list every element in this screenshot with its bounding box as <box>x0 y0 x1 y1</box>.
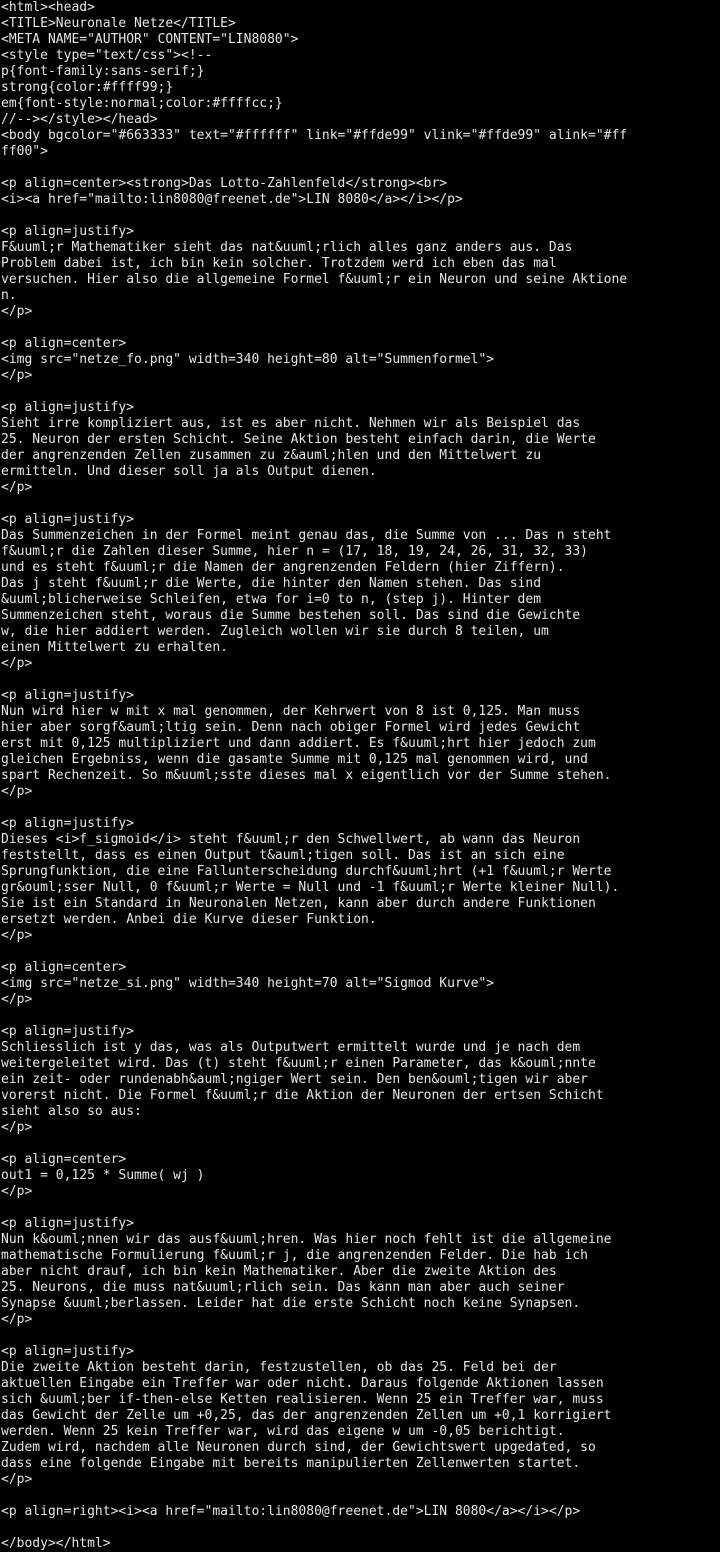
text-line: sieht also so aus: <box>1 1104 142 1119</box>
text-line: <img src="netze_fo.png" width=340 height=80 alt="Summenformel"> <box>1 352 495 367</box>
text-line: <META NAME="AUTHOR" CONTENT="LIN8080"> <box>1 32 299 47</box>
text-line: erst mit 0,125 multipliziert und dann addiert. Es f&uuml;hrt hier jedoch zum <box>1 736 596 751</box>
text-line: em{font-style:normal;color:#ffffcc;} <box>1 96 283 111</box>
text-line: werden. Wenn 25 kein Treffer war, wird das eigene w um -0,05 berichtigt. <box>1 1424 565 1439</box>
text-line: der angrenzenden Zellen zusammen zu z&auml;hlen und den Mittelwert zu <box>1 448 542 463</box>
text-line: f&uuml;r die Zahlen dieser Summe, hier n = (17, 18, 19, 24, 26, 31, 32, 33) <box>1 544 588 559</box>
text-line: </p> <box>1 928 33 943</box>
text-line: <img src="netze_si.png" width=340 height=70 alt="Sigmod Kurve"> <box>1 976 495 991</box>
text-line: hier aber sorgf&auml;ltig sein. Denn nach obiger Formel wird jedes Gewicht <box>1 720 581 735</box>
text-line: <p align=center> <box>1 1152 127 1167</box>
text-line: <p align=justify> <box>1 1024 135 1039</box>
text-line: <i><a href="mailto:lin8080@freenet.de">LIN 8080</a></i></p> <box>1 192 463 207</box>
text-line: Summenzeichen steht, woraus die Summe bestehen soll. Das sind die Gewichte <box>1 608 581 623</box>
text-line: <style type="text/css"><!-- <box>1 48 213 63</box>
text-line: <p align=center> <box>1 336 127 351</box>
text-line: einen Mittelwert zu erhalten. <box>1 640 228 655</box>
text-line: <p align=justify> <box>1 1216 135 1231</box>
text-line: </p> <box>1 1120 33 1135</box>
text-line: Sieht irre kompliziert aus, ist es aber nicht. Nehmen wir als Beispiel das <box>1 416 581 431</box>
text-line: 25. Neurons, die muss nat&uuml;rlich sein. Das kann man aber auch seiner <box>1 1280 565 1295</box>
text-line: gleichen Ergebniss, wenn die gasamte Summe mit 0,125 mal genommen wird, und <box>1 752 588 767</box>
text-line <box>0 1488 720 1504</box>
text-line: und es steht f&uuml;r die Namen der angrenzenden Feldern (hier Ziffern). <box>1 560 565 575</box>
text-line: Sie ist ein Standard in Neuronalen Netzen, kann aber durch andere Funktionen <box>1 896 596 911</box>
text-line: Zudem wird, nachdem alle Neuronen durch sind, der Gewichtswert upgedated, so <box>1 1440 596 1455</box>
text-line: </p> <box>1 304 33 319</box>
text-line: </p> <box>1 1472 33 1487</box>
text-line: vorerst nicht. Die Formel f&uuml;r die Aktion der Neuronen der ertsen Schicht <box>1 1088 604 1103</box>
text-line: ff00"> <box>1 144 48 159</box>
text-line <box>0 208 720 224</box>
text-line: &uuml;blicherweise Schleifen, etwa for i=0 to n, (step j). Hinter dem <box>1 592 542 607</box>
text-line <box>0 800 720 816</box>
text-line: dass eine folgende Eingabe mit bereits manipulierten Zellenwerten startet. <box>1 1456 581 1471</box>
text-line: gr&ouml;sser Null, 0 f&uuml;r Werte = Null und -1 f&uuml;r Werte kleiner Null). <box>1 880 620 895</box>
text-line <box>0 1008 720 1024</box>
text-line: <html><head> <box>1 0 95 15</box>
text-line <box>0 496 720 512</box>
text-line: Schliesslich ist y das, was als Outputwert ermittelt wurde und je nach dem <box>1 1040 581 1055</box>
text-line: versuchen. Hier also die allgemeine Formel f&uuml;r ein Neuron und seine Aktione <box>1 272 628 287</box>
text-line: ersetzt werden. Anbei die Kurve dieser Funktion. <box>1 912 377 927</box>
text-line: <p align=justify> <box>1 400 135 415</box>
text-line: Sprungfunktion, die eine Fallunterscheidung durchf&uuml;hrt (+1 f&uuml;r Werte <box>1 864 612 879</box>
text-line: </p> <box>1 480 33 495</box>
text-line <box>0 320 720 336</box>
text-line <box>0 384 720 400</box>
text-line <box>0 1200 720 1216</box>
text-line: mathematische Formulierung f&uuml;r j, die angrenzenden Felder. Die hab ich <box>1 1248 588 1263</box>
text-line: aber nicht drauf, ich bin kein Mathematiker. Aber die zweite Aktion des <box>1 1264 557 1279</box>
text-line: <p align=justify> <box>1 816 135 831</box>
text-line: 25. Neuron der ersten Schicht. Seine Aktion besteht einfach darin, die Werte <box>1 432 596 447</box>
text-line: <p align=justify> <box>1 688 135 703</box>
text-line: </p> <box>1 656 33 671</box>
text-line: feststellt, dass es einen Output t&auml;tigen soll. Das ist an sich eine <box>1 848 565 863</box>
text-line: ein zeit- oder rundenabh&auml;ngiger Wert sein. Den ben&ouml;tigen wir aber <box>1 1072 588 1087</box>
text-line: p{font-family:sans-serif;} <box>1 64 205 79</box>
text-line <box>0 1136 720 1152</box>
text-line: <body bgcolor="#663333" text="#ffffff" link="#ffde99" vlink="#ffde99" alink="#ff <box>1 128 628 143</box>
text-line: </body></html> <box>1 1536 111 1551</box>
text-line <box>0 1520 720 1536</box>
text-line: Das j steht f&uuml;r die Werte, die hinter den Namen stehen. Das sind <box>1 576 542 591</box>
text-line: </p> <box>1 368 33 383</box>
text-line: </p> <box>1 1184 33 1199</box>
text-line: spart Rechenzeit. So m&uuml;sste dieses mal x eigentlich vor der Summe stehen. <box>1 768 612 783</box>
text-line: n. <box>1 288 17 303</box>
text-line: Nun wird hier w mit x mal genommen, der Kehrwert von 8 ist 0,125. Man muss <box>1 704 581 719</box>
text-line <box>0 672 720 688</box>
text-line <box>0 160 720 176</box>
text-line: </p> <box>1 992 33 1007</box>
text-line: Das Summenzeichen in der Formel meint genau das, die Summe von ... Das n steht <box>1 528 612 543</box>
text-line: Dieses <i>f_sigmoid</i> steht f&uuml;r den Schwellwert, ab wann das Neuron <box>1 832 581 847</box>
text-line: sich &uuml;ber if-then-else Ketten realisieren. Wenn 25 ein Treffer war, muss <box>1 1392 604 1407</box>
text-line: das Gewicht der Zelle um +0,25, das der angrenzenden Zellen um +0,1 korrigiert <box>1 1408 612 1423</box>
text-line: </p> <box>1 784 33 799</box>
text-line: <p align=center><strong>Das Lotto-Zahlenfeld</strong><br> <box>1 176 448 191</box>
text-line: weitergeleitet wird. Das (t) steht f&uuml;r einen Parameter, das k&ouml;nnte <box>1 1056 596 1071</box>
text-line: <p align=justify> <box>1 512 135 527</box>
text-line: //--></style></head> <box>1 112 158 127</box>
text-line: aktuellen Eingabe ein Treffer war oder nicht. Daraus folgende Aktionen lassen <box>1 1376 604 1391</box>
text-line: Die zweite Aktion besteht darin, festzustellen, ob das 25. Feld bei der <box>1 1360 557 1375</box>
text-line: w, die hier addiert werden. Zugleich wollen wir sie durch 8 teilen, um <box>1 624 549 639</box>
text-line: Problem dabei ist, ich bin kein solcher. Trotzdem werd ich eben das mal <box>1 256 557 271</box>
text-line: strong{color:#ffff99;} <box>1 80 174 95</box>
text-line: F&uuml;r Mathematiker sieht das nat&uuml;rlich alles ganz anders aus. Das <box>1 240 573 255</box>
text-line: Synapse &uuml;berlassen. Leider hat die erste Schicht noch keine Synapsen. <box>1 1296 581 1311</box>
text-line: <p align=center> <box>1 960 127 975</box>
text-line: Nun k&ouml;nnen wir das ausf&uuml;hren. Was hier noch fehlt ist die allgemeine <box>1 1232 612 1247</box>
text-line: </p> <box>1 1312 33 1327</box>
text-line: out1 = 0,125 * Summe( wj ) <box>1 1168 205 1183</box>
text-line: <p align=right><i><a href="mailto:lin8080@freenet.de">LIN 8080</a></i></p> <box>1 1504 581 1519</box>
text-line: <p align=justify> <box>1 224 135 239</box>
text-line: <TITLE>Neuronale Netze</TITLE> <box>1 16 236 31</box>
text-line <box>0 944 720 960</box>
text-line: ermitteln. Und dieser soll ja als Output dienen. <box>1 464 377 479</box>
text-line <box>0 1328 720 1344</box>
text-line: <p align=justify> <box>1 1344 135 1359</box>
